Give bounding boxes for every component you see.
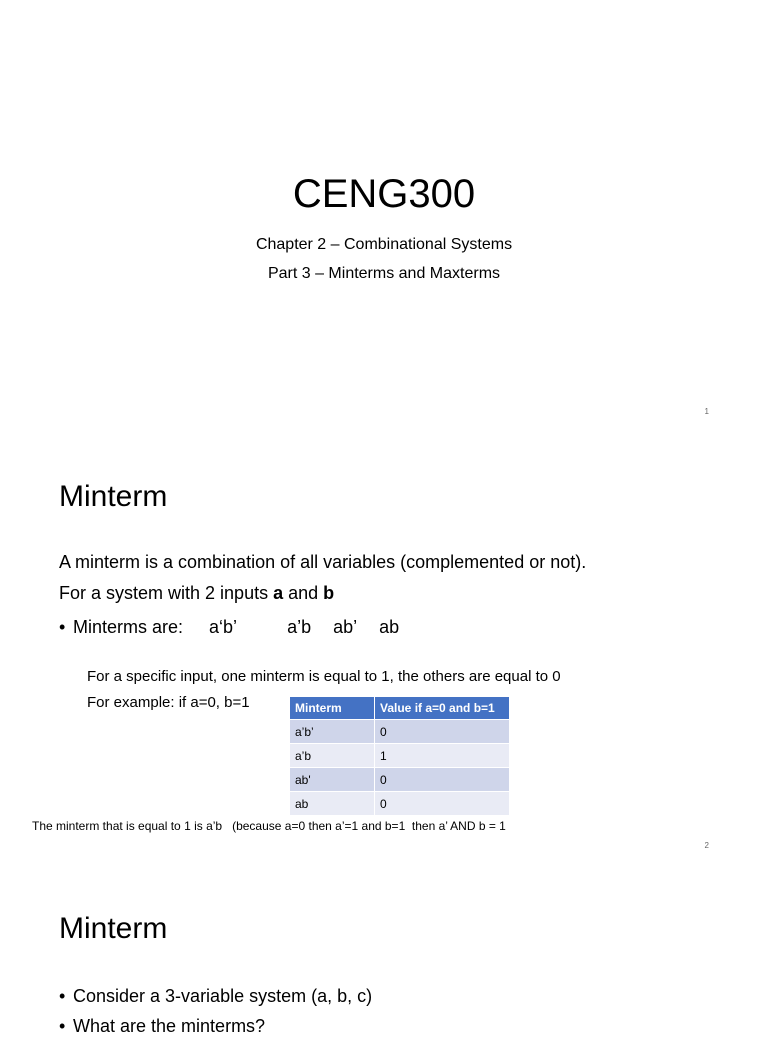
inputs-prefix: For a system with 2 inputs	[59, 583, 274, 603]
slide-number: 1	[704, 407, 709, 416]
table-cell: 0	[375, 720, 510, 744]
minterm-item: a‘b’	[209, 617, 238, 637]
minterm-footnote: The minterm that is equal to 1 is a’b (because a=0 then a’=1 and b=1 then a’ AND b = 1	[32, 819, 506, 833]
table-cell: a’b	[290, 744, 375, 768]
table-header-row	[290, 697, 510, 720]
question-text: What are the minterms?	[73, 1016, 266, 1036]
minterm-item: ab	[379, 617, 400, 637]
consider-text: Consider a 3-variable system (a, b, c)	[73, 986, 373, 1006]
bullet-icon: •	[59, 617, 66, 637]
input-b: b	[323, 583, 335, 603]
minterm-item: a’b	[287, 617, 312, 637]
table-row	[290, 792, 510, 816]
table-cell: 0	[375, 792, 510, 816]
table-cell: ab	[290, 792, 375, 816]
table-row	[290, 768, 510, 792]
table-cell: 0	[375, 768, 510, 792]
table-cell: 1	[375, 744, 510, 768]
specific-input-note: For a specific input, one minterm is equal to 1, the others are equal to 0	[87, 668, 561, 685]
inputs-line	[59, 581, 334, 605]
minterm-3var-slide	[0, 864, 768, 1036]
minterms-list	[59, 615, 399, 639]
minterm-item: ab’	[333, 617, 358, 637]
slide-number: 2	[704, 841, 709, 850]
table-header: Minterm	[290, 697, 375, 720]
slide-heading: Minterm	[59, 912, 168, 945]
minterm-definition: A minterm is a combination of all variables (complemented or not).	[59, 552, 587, 572]
example-note: For example: if a=0, b=1	[87, 694, 250, 711]
table-cell: ab'	[290, 768, 375, 792]
deck-title: CENG300	[292, 172, 476, 216]
table-header: Value if a=0 and b=1	[375, 697, 510, 720]
slide-heading: Minterm	[59, 480, 168, 513]
inputs-and: and	[283, 583, 324, 603]
bullet-icon: •	[59, 986, 66, 1006]
part-subtitle: Part 3 – Minterms and Maxterms	[267, 265, 501, 282]
minterm-table	[290, 697, 510, 815]
table-row	[290, 744, 510, 768]
minterm-slide	[0, 432, 768, 864]
bullet-question	[59, 1014, 265, 1038]
bullet-icon: •	[59, 1016, 66, 1036]
table-cell: a’b’	[290, 720, 375, 744]
input-a: a	[273, 583, 284, 603]
title-slide	[0, 0, 768, 432]
bullet-consider	[59, 984, 372, 1008]
minterms-label: Minterms are:	[73, 617, 184, 637]
chapter-subtitle: Chapter 2 – Combinational Systems	[255, 236, 513, 253]
table-row	[290, 720, 510, 744]
